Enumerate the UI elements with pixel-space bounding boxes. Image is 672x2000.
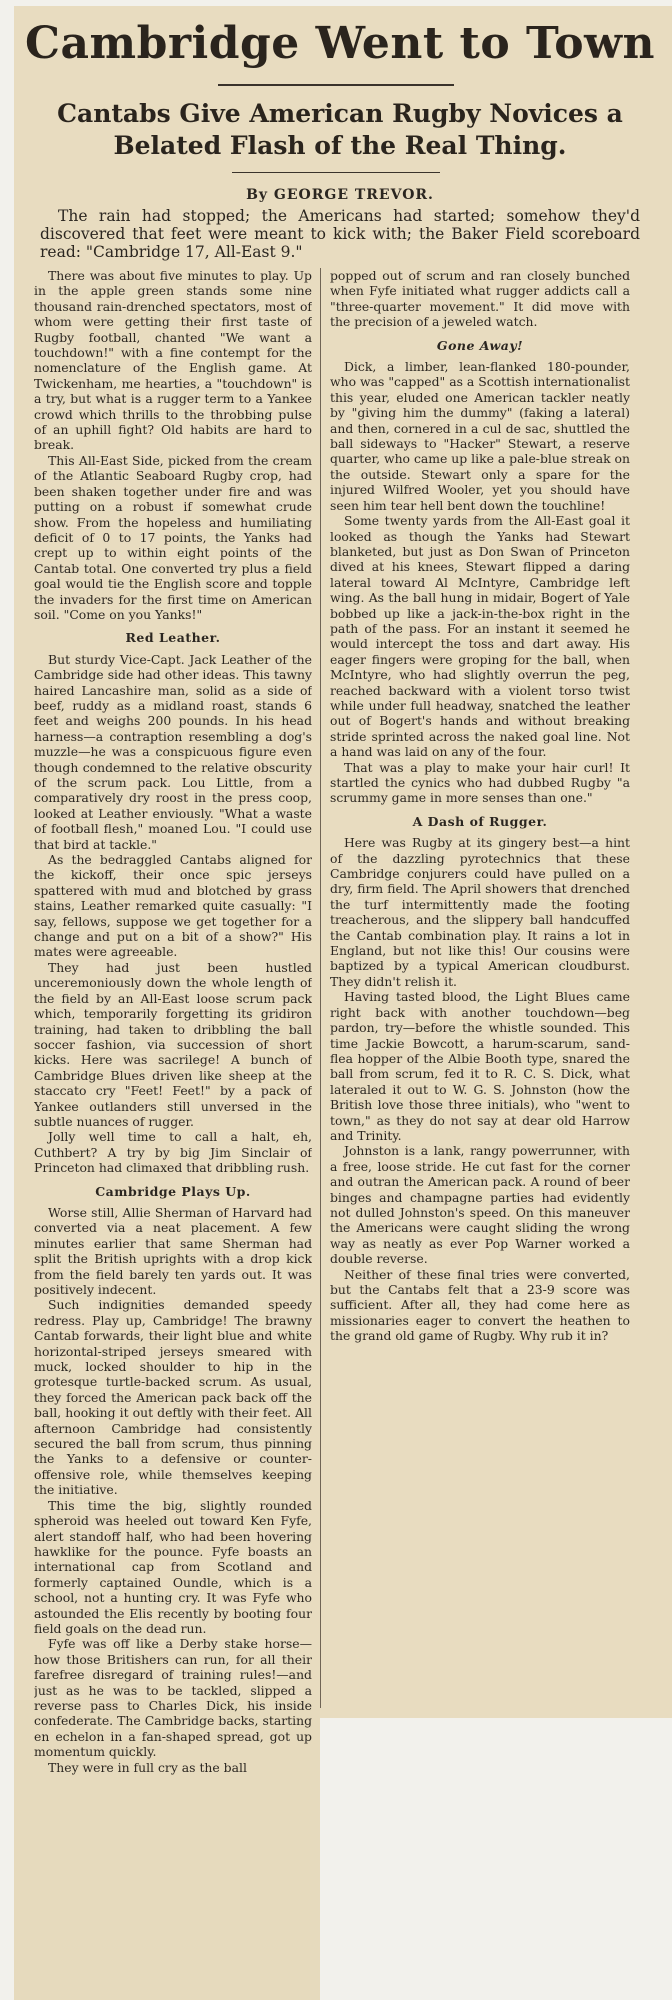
section-subhead: Gone Away! xyxy=(436,337,524,353)
right-column xyxy=(330,268,630,1708)
subheadline-rule xyxy=(232,172,440,173)
paragraph: Some twenty yards from the All-East goal it looked as though the Yanks had Stewart blanketed, but just as Don Swan of Princeton dived at his knees, Stewart flipped a daring lateral toward Al McIntyre, Cambridge left wing. As the ball hung in midair, Bogert of Yale bobbed up like a jack-in-the-box right in the path of the pass. For an instant it seemed he would intercept the toss and dart away. His eager fingers were groping for the ball, when McIntyre, who had slightly overrun the peg, reached backward with a violent torso twist while under full headway, snatched the leather out of Bogert's hands and without breaking stride sprinted across the naked goal line. Not a hand was laid on any of the four. xyxy=(330,513,630,760)
headline: Cambridge Went to Town xyxy=(25,18,655,69)
paragraph: Having tasted blood, the Light Blues came right back with another touchdown—beg pardon, try—before the whistle sounded. This time Jackie Bowcott, a harum-scarum, sand-flea hopper of the Albie Booth type, snared the ball from scrum, fed it to R. C. S. Dick, what lateraled it out to W. G. S. Johnston (how the British love those three initials), who "went to town," as they do not say at dear old Harrow and Trinity. xyxy=(330,989,630,1143)
paragraph: But sturdy Vice-Capt. Jack Leather of the Cambridge side had other ideas. This tawny haired Lancashire man, solid as a side of beef, ruddy as a midland roast, stands 6 feet and weighs 200 pounds. In his head harness—a contraption resembling a dog's muzzle—he was a conspicuous figure even though condemned to the relative obscurity of the scrum pack. Lou Little, from a comparatively dry roost in the press coop, looked at Leather enviously. "What a waste of football flesh," moaned Lou. "I could use that bird at tackle." xyxy=(34,651,312,852)
paragraph: They were in full cry as the ball xyxy=(48,1759,247,1775)
paragraph: This time the big, slightly rounded spheroid was heeled out toward Ken Fyfe, alert standoff half, who had been hovering hawklike for the pounce. Fyfe boasts an international cap from Scotland and formerly captained Oundle, which is a school, not a hunting cry. It was Fyfe who astounded the Elis recently by booting four field goals on the dead run. xyxy=(34,1497,312,1636)
paragraph: Johnston is a lank, rangy powerrunner, with a free, loose stride. He cut fast for the corner and outran the American pack. A round of beer binges and champagne parties had evidently not dulled Johnston's speed. On this maneuver the Americans were caught sliding the wrong way as neatly as ever Pop Warner worked a double reverse. xyxy=(330,1143,630,1267)
lead-paragraph: The rain had stopped; the Americans had started; somehow they'd discovered that feet were meant to kick with; the Baker Field scoreboard read: "Cambridge 17, All-East 9." xyxy=(40,207,640,261)
paragraph: Dick, a limber, lean-flanked 180-pounder, who was "capped" as a Scottish internationalist this year, eluded one American tackler neatly by "giving him the dummy" (faking a lateral) and then, cornered in a cul de sac, shuttled the ball sideways to "Hacker" Stewart, a reserve quarter, who came up like a pale-blue streak on the outside. Stewart only a spare for the injured Wilfred Wooler, yet you should have seen him tear hell bent down the touchline! xyxy=(330,359,630,513)
paragraph: As the bedraggled Cantabs aligned for the kickoff, their once spic jerseys spattered with mud and blotched by grass stains, Leather remarked quite casually: "I say, fellows, suppose we get together for a change and put on a bit of a show?" His mates were agreeable. xyxy=(34,852,312,960)
paragraph: Neither of these final tries were converted, but the Cantabs felt that a 23-9 score was sufficient. After all, they had come here as missionaries eager to convert the heathen to the grand old game of Rugby. Why rub it in? xyxy=(330,1266,630,1344)
section-subhead: A Dash of Rugger. xyxy=(412,813,548,829)
paragraph: Worse still, Allie Sherman of Harvard had converted via a neat placement. A few minutes earlier that same Sherman had split the British uprights with a drop kick from the field barely ten yards out. It was positively indecent. xyxy=(34,1204,312,1297)
paragraph: They had just been hustled unceremoniously down the whole length of the field by an All-East loose scrum pack which, temporarily forgetting its gridiron training, had taken to dribbling the ball soccer fashion, via succession of short kicks. Here was sacrilege! A bunch of Cambridge Blues driven like sheep at the staccato cry "Feet! Feet!" by a pack of Yankee outlanders still unversed in the subtle nuances of rugger. xyxy=(34,959,312,1129)
paragraph: popped out of scrum and ran closely bunched when Fyfe initiated what rugger addicts call a "three-quarter movement." It did move with the precision of a jeweled watch. xyxy=(330,268,630,330)
byline: By GEORGE TREVOR. xyxy=(246,187,434,203)
section-subhead: Red Leather. xyxy=(125,630,221,646)
left-column xyxy=(34,268,312,1988)
paragraph: Jolly well time to call a halt, eh, Cuthbert? A try by big Jim Sinclair of Princeton had climaxed that dribbling rush. xyxy=(34,1129,312,1176)
paragraph: Here was Rugby at its gingery best—a hint of the dazzling pyrotechnics that these Cambridge conjurers could have pulled on a dry, firm field. The April showers that drenched the turf intermittently made the footing treacherous, and the slippery ball handcuffed the Cantab combination play. It rains a lot in England, but not like this! Our cousins were baptized by a typical American cloudburst. They didn't relish it. xyxy=(330,835,630,989)
paragraph: This All-East Side, picked from the cream of the Atlantic Seaboard Rugby crop, had been shaken together under fire and was putting on a robust if somewhat crude show. From the hopeless and humiliating deficit of 0 to 17 points, the Yanks had crept up to within eight points of the Cantab total. One converted try plus a field goal would tie the English score and topple the invaders for the first time on American soil. "Come on you Yanks!" xyxy=(34,452,312,622)
paragraph: Such indignities demanded speedy redress. Play up, Cambridge! The brawny Cantab forwards, their light blue and white horizontal-striped jerseys smeared with muck, locked shoulder to hip in the grotesque turtle-backed scrum. As usual, they forced the American pack back off the ball, hooking it out deftly with their feet. All afternoon Cambridge had consistently secured the ball from scrum, thus pinning the Yanks to a defensive or counter-offensive role, while themselves keeping the initiative. xyxy=(34,1297,312,1498)
column-divider xyxy=(320,268,321,1708)
subheadline: Cantabs Give American Rugby Novices a Belated Flash of the Real Thing. xyxy=(57,99,623,160)
paragraph: Fyfe was off like a Derby stake horse—how those Britishers can run, for all their farefree disregard of training rules!—and just as he was to be tackled, slipped a reverse pass to Charles Dick, his inside confederate. The Cambridge backs, starting en echelon in a fan-shaped spread, got up momentum quickly. xyxy=(34,1636,312,1760)
page-background-cutout xyxy=(320,1718,672,2000)
headline-rule xyxy=(218,84,454,86)
section-subhead: Cambridge Plays Up. xyxy=(95,1183,251,1199)
paragraph: There was about five minutes to play. Up in the apple green stands some nine thousand rain-drenched spectators, most of whom were getting their first taste of Rugby football, chanted "We want a touchdown!" with a fine contempt for the nomenclature of the English game. At Twickenham, me hearties, a "touchdown" is a try, but what is a rugger term to a Yankee crowd which thrills to the throbbing pulse of an uphill fight? Old habits are hard to break. xyxy=(34,268,312,453)
paragraph: That was a play to make your hair curl! It startled the cynics who had dubbed Rugby "a scrummy game in more senses than one." xyxy=(330,759,630,806)
